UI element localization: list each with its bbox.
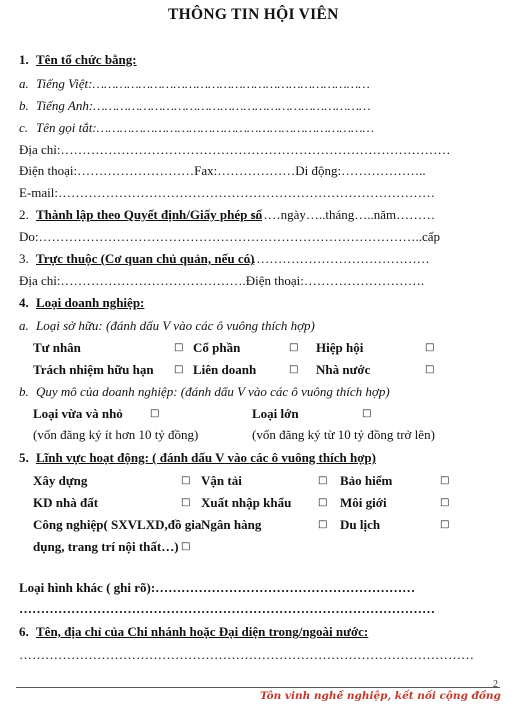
establishment-date-field[interactable]: :……ngày…..tháng…..năm……… [251, 207, 436, 222]
field-industry-checkbox[interactable]: □ [181, 541, 191, 552]
ownership-marker: a. [19, 318, 29, 333]
section-6-number: 6. [19, 624, 29, 639]
ownership-joint-stock-label: Cổ phần [193, 340, 241, 355]
field-construction-label: Xây dựng [33, 473, 88, 488]
field-tourism-label: Du lịch [340, 517, 381, 532]
ownership-association-label: Hiệp hội [316, 340, 364, 355]
field-brokerage-label: Môi giới [340, 495, 387, 510]
scale-large-label: Loại lớn [252, 406, 299, 421]
ownership-joint-venture-label: Liên doanh [193, 362, 257, 377]
section-5-number: 5. [19, 450, 29, 465]
field-real-estate-label: KD nhà đất [33, 495, 99, 510]
field-insurance-checkbox[interactable]: □ [440, 475, 450, 486]
vietnamese-name-field[interactable]: Tiếng Việt:……………………………………………………………… [36, 76, 370, 91]
english-name-field[interactable]: Tiếng Anh:……………………………………………………………… [36, 98, 371, 113]
scale-large-checkbox[interactable]: □ [362, 408, 372, 419]
scale-sme-label: Loại vừa và nhỏ [33, 406, 123, 421]
address-field[interactable]: Địa chỉ:……………………………………………………………………………… [19, 142, 451, 157]
ownership-state-label: Nhà nước [316, 362, 371, 377]
ownership-joint-venture-checkbox[interactable]: □ [289, 364, 299, 375]
page-number: 2 [493, 679, 498, 690]
field-tourism-checkbox[interactable]: □ [440, 519, 450, 530]
ownership-instruction: Loại sở hữu: (đánh dấu V vào các ô vuông thích hợp) [36, 318, 315, 333]
ownership-private-checkbox[interactable]: □ [174, 342, 184, 353]
ownership-association-checkbox[interactable]: □ [425, 342, 435, 353]
email-field[interactable]: E-mail:…………………………………………………………………………… [19, 185, 435, 200]
item-b-marker: b. [19, 98, 29, 113]
section-1-heading: Tên tổ chức bằng: [36, 52, 137, 67]
field-industry-label-continued: dụng, trang trí nội thất…) [33, 539, 179, 554]
ownership-state-checkbox[interactable]: □ [425, 364, 435, 375]
section-6-heading: Tên, địa chỉ của Chi nhánh hoặc Đại diện trong/ngoài nước: [36, 624, 369, 639]
field-industry-label: Công nghiệp( SXVLXD,đồ gia [33, 517, 202, 532]
section-5-heading: Lĩnh vực hoạt động: ( đánh dấu V vào các ô vuông thích hợp) [36, 450, 376, 465]
ownership-private-label: Tư nhân [33, 340, 81, 355]
field-banking-label: Ngân hàng [201, 517, 262, 532]
scale-marker: b. [19, 384, 29, 399]
other-type-field-continued[interactable]: …………………………………………………………………………………… [19, 601, 435, 616]
field-import-export-checkbox[interactable]: □ [318, 497, 328, 508]
ownership-joint-stock-checkbox[interactable]: □ [289, 342, 299, 353]
section-3-number: 3. [19, 251, 29, 266]
scale-sme-note: (vốn đăng ký ít hơn 10 tỷ đồng) [33, 427, 199, 442]
ownership-llc-checkbox[interactable]: □ [174, 364, 184, 375]
other-type-field[interactable]: Loại hình khác ( ghi rõ):…………………………………………………… [19, 580, 416, 595]
field-transport-checkbox[interactable]: □ [318, 475, 328, 486]
section-1-number: 1. [19, 52, 29, 67]
section-3-heading: Trực thuộc (Cơ quan chủ quản, nếu có) [36, 251, 255, 266]
field-real-estate-checkbox[interactable]: □ [181, 497, 191, 508]
scale-large-note: (vốn đăng ký từ 10 tỷ đồng trở lên) [252, 427, 435, 442]
field-brokerage-checkbox[interactable]: □ [440, 497, 450, 508]
branch-representative-field[interactable]: …………………………………………………………………………………………… [19, 647, 474, 662]
field-import-export-label: Xuất nhập khẩu [201, 495, 292, 510]
field-construction-checkbox[interactable]: □ [181, 475, 191, 486]
item-a-marker: a. [19, 76, 29, 91]
item-c-marker: c. [19, 120, 29, 135]
issued-by-field[interactable]: Do:……………………………………………………………………………..cấp [19, 229, 441, 244]
ownership-llc-label: Trách nhiệm hữu hạn [33, 362, 154, 377]
section-4-number: 4. [19, 295, 29, 310]
footer-slogan: Tôn vinh nghề nghiệp, kết nối cộng đồng [260, 690, 501, 702]
field-banking-checkbox[interactable]: □ [318, 519, 328, 530]
scale-sme-checkbox[interactable]: □ [150, 408, 160, 419]
scale-instruction: Quy mô của doanh nghiệp: (đánh dấu V vào các ô vuông thích hợp) [36, 384, 390, 399]
short-name-field[interactable]: Tên gọi tắt:……………………………………………………………… [36, 120, 375, 135]
parent-agency-address-field[interactable]: Địa chỉ:…………………………………….Điện thoại:………………………. [19, 273, 425, 288]
page-title: THÔNG TIN HỘI VIÊN [168, 6, 339, 23]
parent-agency-field[interactable]: :…………………………………… [244, 251, 430, 266]
phone-fax-mobile-field[interactable]: Điện thoại:………………………Fax:………………Di động:……………….. [19, 163, 426, 178]
field-transport-label: Vận tải [201, 473, 242, 488]
section-2-number: 2. [19, 207, 29, 222]
field-insurance-label: Bảo hiểm [340, 473, 393, 488]
footer-divider [16, 687, 500, 688]
section-4-heading: Loại doanh nghiệp: [36, 295, 145, 310]
section-2-heading: Thành lập theo Quyết định/Giấy phép số [36, 207, 263, 222]
